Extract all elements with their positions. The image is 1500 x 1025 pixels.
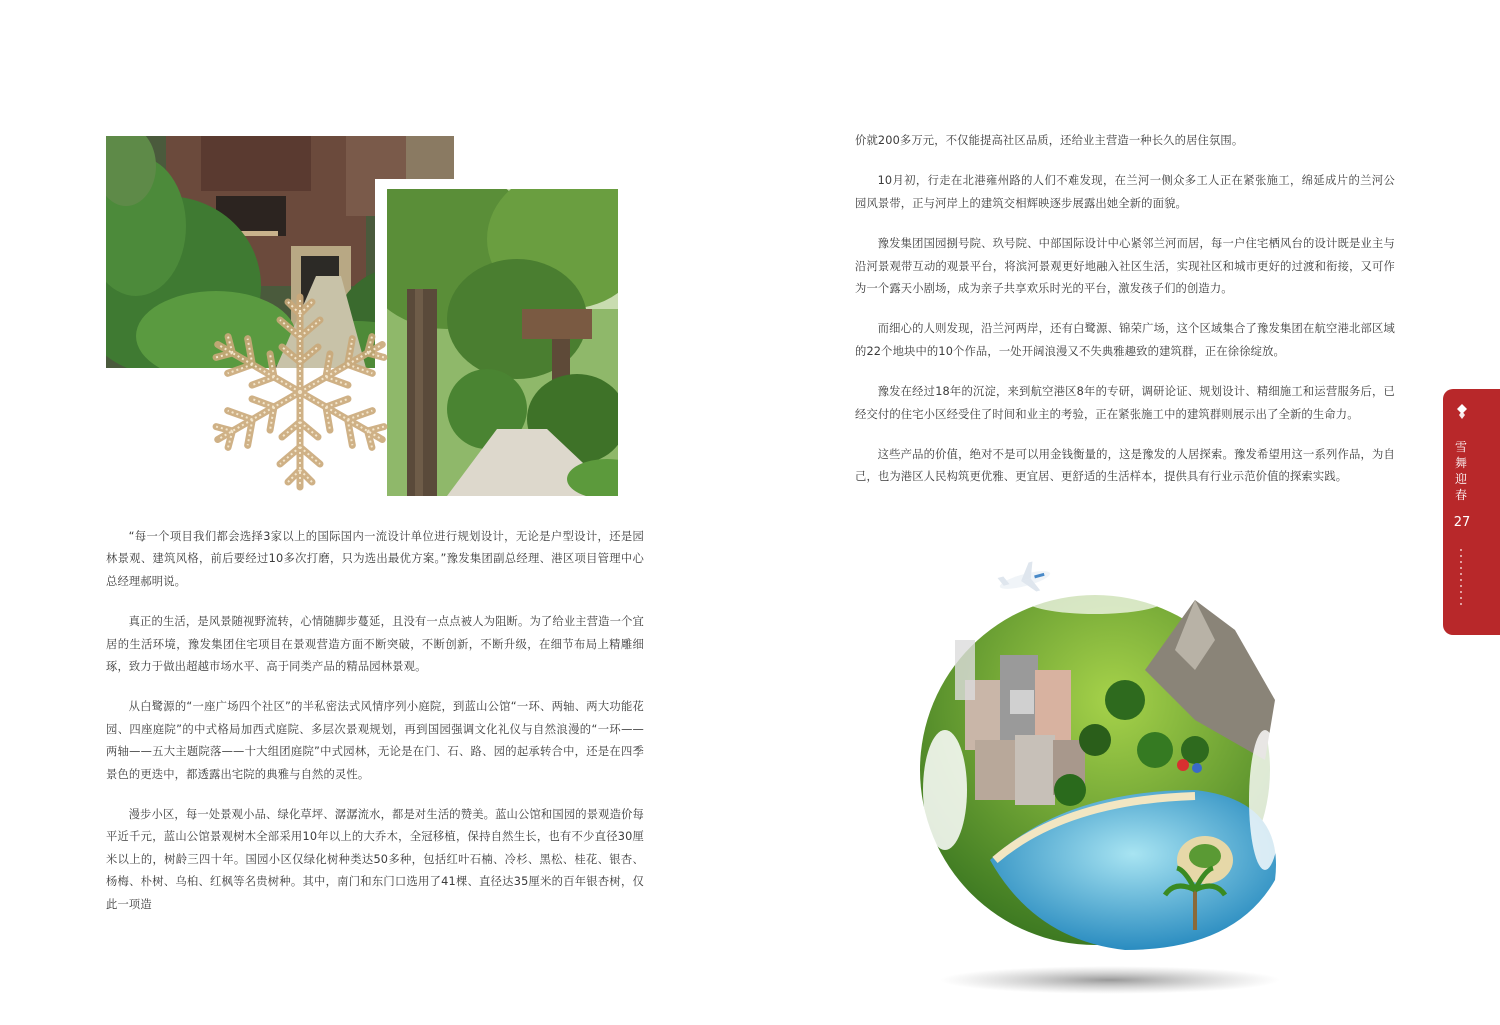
section-title-char: 舞 bbox=[1454, 456, 1467, 470]
section-title-char: 雪 bbox=[1454, 440, 1467, 454]
right-paragraph-4: 而细心的人则发现，沿兰河两岸，还有白鹭源、锦荣广场，这个区域集合了豫发集团在航空港北部区域的22个地块中的10个作品，一处开阔浪漫又不失典雅趣致的建筑群，正在徐徐绽放。 bbox=[855, 322, 1395, 358]
right-paragraph-2: 10月初，行走在北港雍州路的人们不难发现，在兰河一侧众多工人正在紧张施工，绵延成片的兰河公园风景带，正与河岸上的建筑交相辉映逐步展露出她全新的面貌。 bbox=[855, 174, 1395, 210]
right-paragraph-1: 价就200多万元，不仅能提高社区品质，还给业主营造一种长久的居住氛围。 bbox=[855, 134, 1244, 147]
section-side-tab bbox=[1443, 389, 1500, 635]
planet-illustration bbox=[895, 560, 1315, 1000]
right-paragraph-5: 豫发在经过18年的沉淀，来到航空港区8年的专研，调研论证、规划设计、精细施工和运营服务后，已经交付的住宅小区经受住了时间和业主的考验，正在紧张施工中的建筑群则展示出了全新的生命力。 bbox=[855, 385, 1395, 421]
left-article-column bbox=[106, 526, 644, 934]
right-article-column bbox=[855, 130, 1395, 507]
section-title-char: 春 bbox=[1454, 488, 1467, 502]
left-paragraph-1: “每一个项目我们都会选择3家以上的国际国内一流设计单位进行规划设计，无论是户型设计，还是园林景观、建筑风格，前后要经过10多次打磨，只为选出最优方案。”豫发集团副总经理、港区项目管理中心总经理郝明说。 bbox=[106, 530, 644, 588]
section-title bbox=[1451, 439, 1471, 503]
left-paragraph-2: 真正的生活，是风景随视野流转，心情随脚步蔓延，且没有一点点被人为阻断。为了给业主营造一个宜居的生活环境，豫发集团住宅项目在景观营造方面不断突破，不断创新，不断升级，在细节布局上精雕细琢，致力于做出超越市场水平、高于同类产品的精品园林景观。 bbox=[106, 615, 644, 674]
right-paragraph-6: 这些产品的价值，绝对不是可以用金钱衡量的，这是豫发的人居探索。豫发希望用这一系列作品，为自己，也为港区人民构筑更优雅、更宜居、更舒适的生活样本，提供具有行业示范价值的探索实践。 bbox=[855, 448, 1395, 484]
page-number: 27 bbox=[1453, 515, 1471, 530]
section-title-char: 迎 bbox=[1454, 472, 1467, 486]
decorative-dots bbox=[1460, 549, 1464, 609]
right-paragraph-3: 豫发集团国园捌号院、玖号院、中部国际设计中心紧邻兰河而居，每一户住宅栖风台的设计既是业主与沿河景观带互动的观景平台，将滨河景观更好地融入社区生活，实现社区和城市更好的过渡和衔接，又可作为一个露天小剧场，成为亲子共享欢乐时光的平台，激发孩子们的创造力。 bbox=[855, 237, 1395, 296]
left-paragraph-3: 从白鹭源的“一座广场四个社区”的半私密法式风情序列小庭院，到蓝山公馆“一环、两轴、两大功能花园、四座庭院”的中式格局加西式庭院、多层次景观规划，再到国园强调文化礼仪与自然浪漫的“一环——两轴——五大主题院落——十大组团庭院”中式园林，无论是在门、石、路、园的起承转合中，还是在四季景色的更迭中，都透露出宅院的典雅与自然的灵性。 bbox=[106, 700, 644, 781]
diamond-emblem-icon bbox=[1453, 403, 1471, 421]
snowflake-icon bbox=[200, 282, 400, 502]
tree-pathway-photo bbox=[375, 179, 627, 506]
left-paragraph-4: 漫步小区，每一处景观小品、绿化草坪、潺潺流水，都是对生活的赞美。蓝山公馆和国园的景观造价每平近千元，蓝山公馆景观树木全部采用10年以上的大乔木，全冠移植，保持自然生长，也有不少直径30厘米以上的，树龄三四十年。国园小区仅绿化树种类达50多种，包括红叶石楠、冷杉、黑松、桂花、银杏、杨梅、朴树、乌桕、红枫等名贵树种。其中，南门和东门口选用了41棵、直径达35厘米的百年银杏树，仅此一项造 bbox=[106, 808, 644, 911]
